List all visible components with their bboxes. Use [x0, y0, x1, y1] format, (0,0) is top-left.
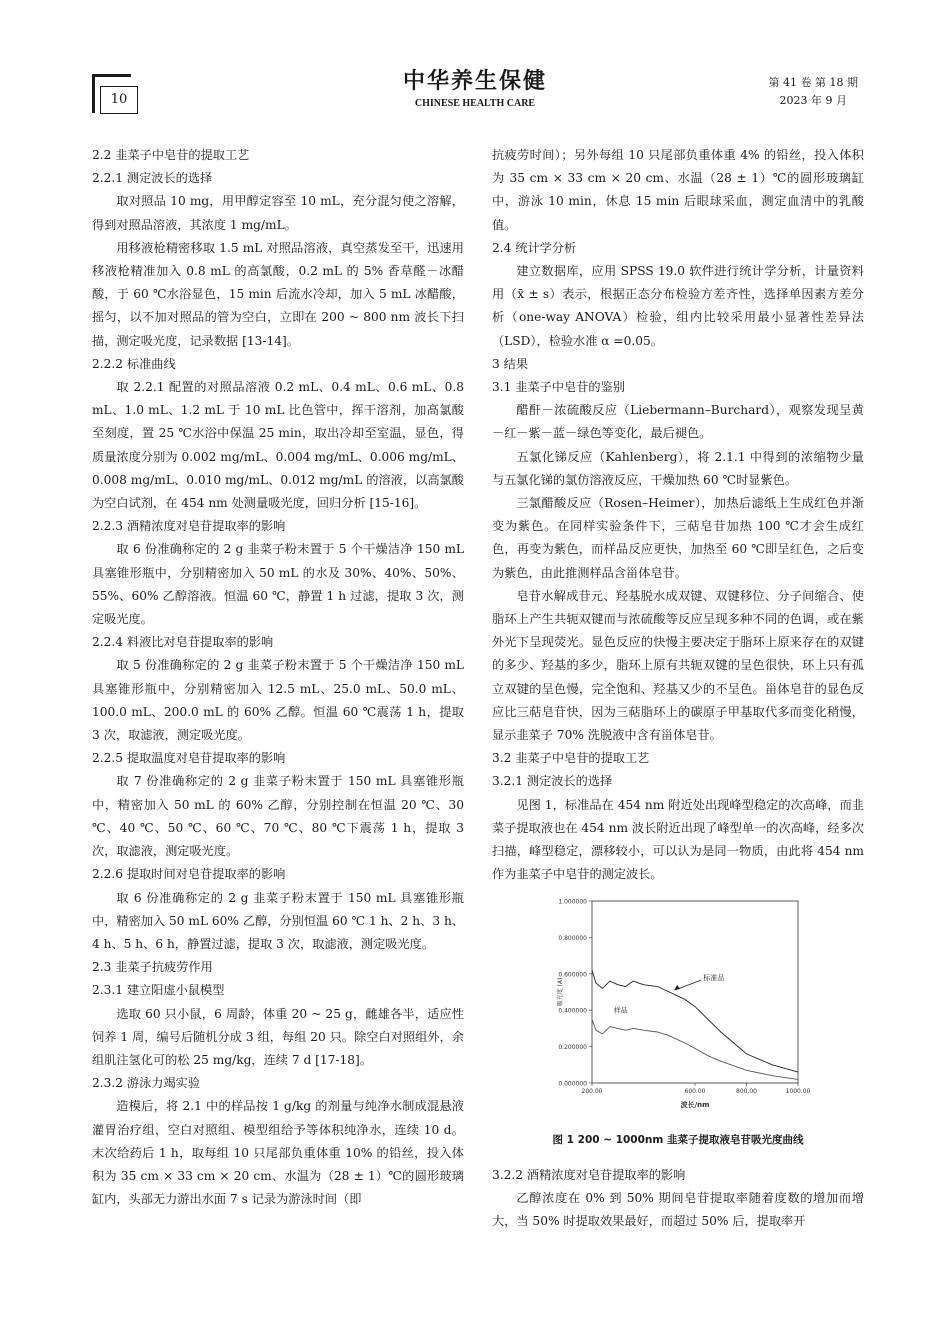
section-heading: 2.3 韭菜子抗疲劳作用: [92, 960, 213, 975]
x-tick-label: 1000.00: [785, 1087, 811, 1095]
section-heading: 2.2.6 提取时间对皂苷提取率的影响: [92, 867, 286, 882]
paragraph: 三氯醋酸反应（Rosen–Heimer），加热后滤纸上生成红色并渐变为紫色。在同样实验条件下，三萜皂苷加热 100 ℃才会生成红色，再变为紫色，而样品反应更快，加热至 60 ℃即呈红色，之后变为紫色，由此推测样品含甾体皂苷。: [492, 496, 864, 580]
right-column-text-continued: [492, 1164, 864, 1234]
paragraph: 取 6 份准确称定的 2 g 韭菜子粉末置于 5 个干燥洁净 150 mL 具塞锥形瓶中，分别精密加入 50 mL 的水及 30%、40%、50%、55%、60% 乙醇溶液。恒温 60 ℃，静置 1 h 过滤，提取 3 次，测定吸光度。: [92, 542, 464, 627]
figure-1: [492, 891, 864, 1127]
journal-subtitle: CHINESE HEALTH CARE: [414, 98, 536, 109]
section-heading: 3.1 韭菜子中皂苷的鉴别: [492, 380, 625, 395]
section-heading: 3.2 韭菜子中皂苷的提取工艺: [492, 751, 650, 766]
section-heading: 3 结果: [492, 356, 529, 371]
x-axis-label: 波长/nm: [680, 1100, 710, 1109]
section-heading: 2.2.3 酒精浓度对皂苷提取率的影响: [92, 519, 286, 534]
paragraph: 见图 1，标准品在 454 nm 附近处出现峰型稳定的次高峰，而韭菜子提取液也在 454 nm 波长附近出现了峰型单一的次高峰，经多次扫描，峰型稳定，漂移较小，可以认为是同一物质，由此将 454 nm 作为韭菜子中皂苷的测定波长。: [492, 797, 864, 882]
paragraph: 建立数据库，应用 SPSS 19.0 软件进行统计学分析，计量资料用（x̄ ± s）表示，根据正态分布检验方差齐性，选择单因素方差分析（one-way ANOVA）检验，组内比较采用最小显著性差异法（LSD），检验水准 α =0.05。: [492, 264, 864, 348]
paragraph: 醋酐－浓硫酸反应（Liebermann–Burchard），观察发现呈黄－红－紫－蓝－绿色等变化，最后褪色。: [492, 403, 864, 441]
left-column: [92, 144, 464, 1211]
paragraph: 乙醇浓度在 0% 到 50% 期间皂苷提取率随着度数的增加而增大，当 50% 时提取效果最好，而超过 50% 后，提取率开: [492, 1191, 864, 1229]
section-heading: 3.2.1 测定波长的选择: [492, 774, 613, 789]
paragraph: 五氯化锑反应（Kahlenberg），将 2.1.1 中得到的浓缩物少量与五氯化锑的氯仿溶液反应，干燥加热 60 ℃时显紫色。: [492, 449, 864, 487]
section-heading: 2.2.4 料液比对皂苷提取率的影响: [92, 635, 274, 650]
page-number: 10: [100, 86, 138, 114]
y-axis-label: 吸光度 (A): [557, 977, 564, 1006]
section-heading: 2.2.1 测定波长的选择: [92, 171, 213, 186]
section-heading: 2.2 韭菜子中皂苷的提取工艺: [92, 148, 250, 162]
paragraph: 取 5 份准确称定的 2 g 韭菜子粉末置于 5 个干燥洁净 150 mL 具塞锥形瓶中，分别精密加入 12.5 mL、25.0 mL、50.0 mL、100.0 mL、200.0 mL 的 60% 乙醇。恒温 60 ℃震荡 1 h，提取 3 次，取滤液，测定吸光度。: [92, 658, 464, 743]
paragraph: 造模后，将 2.1 中的样品按 1 g/kg 的剂量与纯净水制成混悬液灌胃治疗组，空白对照组、模型组给予等体积纯净水，连续 10 d。末次给药后 1 h，取每组 10 只尾部负重体重 10% 的铅丝，投入体积为 35 cm × 33 cm × 20 cm、水温为（28 ± 1）℃的圆形玻璃缸内，头部无力游出水面 7 s 记录为游泳时间（即: [92, 1099, 464, 1207]
y-tick-label: 0.400000: [558, 1007, 587, 1015]
series-line-sample: [592, 1019, 798, 1079]
x-tick-label: 800.00: [736, 1087, 757, 1095]
issue-date: 2023 年 9 月: [779, 94, 847, 107]
paragraph: 取 7 份准确称定的 2 g 韭菜子粉末置于 150 mL 具塞锥形瓶中，精密加入 50 mL 的 60% 乙醇，分别控制在恒温 20 ℃、30 ℃、40 ℃、50 ℃、60 ℃、70 ℃、80 ℃下震荡 1 h，提取 3 次，取滤液，测定吸光度。: [92, 774, 464, 859]
paragraph: 抗疲劳时间）；另外每组 10 只尾部负重体重 4% 的铅丝，投入体积为 35 cm × 33 cm × 20 cm、水温（28 ± 1）℃的圆形玻璃缸中，游泳 10 min，休息 15 min 后眼球采血，测定血清中的乳酸值。: [492, 148, 864, 232]
absorbance-chart: [492, 891, 864, 1119]
right-column-text: [492, 144, 864, 887]
y-tick-label: 0.800000: [558, 934, 587, 942]
legend-label-standard: 标准品: [703, 973, 725, 982]
section-heading: 2.4 统计学分析: [492, 240, 577, 255]
x-tick-label: 200.00: [581, 1087, 603, 1095]
paragraph: 取对照品 10 mg，用甲醇定容至 10 mL，充分混匀使之溶解，得到对照品溶液，其浓度 1 mg/mL。: [92, 194, 464, 232]
section-heading: 2.2.2 标准曲线: [92, 356, 176, 371]
series-arrow-head: [674, 985, 680, 990]
volume-issue: 第 41 卷 第 18 期: [768, 76, 858, 89]
plot-frame: [592, 901, 798, 1083]
y-tick-label: 1.000000: [558, 898, 587, 905]
section-heading: 2.3.1 建立阳虚小鼠模型: [92, 983, 225, 998]
legend-label-sample: 样品: [613, 1005, 628, 1014]
figure-caption: 图 1 200 ~ 1000nm 韭菜子提取液皂苷吸光度曲线: [552, 1133, 804, 1146]
paragraph: 选取 60 只小鼠，6 周龄，体重 20 ~ 25 g，雌雄各半，适应性饲养 1 周，编号后随机分成 3 组，每组 20 只。除空白对照组外，余组肌注氢化可的松 25 mg/kg，连续 7 d [17-18]。: [92, 1006, 464, 1067]
right-column: [492, 144, 864, 1234]
paragraph: 取 6 份准确称定的 2 g 韭菜子粉末置于 150 mL 具塞锥形瓶中，精密加入 50 mL 60% 乙醇，分别恒温 60 ℃ 1 h、2 h、3 h、4 h、5 h、6 h，静置过滤，提取 3 次，取滤液，测定吸光度。: [92, 890, 464, 951]
section-heading: 2.3.2 游泳力竭实验: [92, 1076, 201, 1091]
y-tick-label: 0.200000: [558, 1043, 587, 1051]
section-heading: 2.2.5 提取温度对皂苷提取率的影响: [92, 751, 286, 766]
paragraph: 用移液枪精密移取 1.5 mL 对照品溶液，真空蒸发至干，迅速用移液枪精准加入 0.8 mL 的高氯酸，0.2 mL 的 5% 香草醛－冰醋酸，于 60 ℃水浴显色，15 min 后流水冷却，加入 5 mL 冰醋酸，摇匀，以不加对照品的管为空白，立即在 200 ~ 800 nm 波长下扫描，测定吸光度，记录数据 [13-14]。: [92, 240, 464, 348]
issue-info: [769, 74, 858, 110]
y-tick-label: 0.000000: [558, 1080, 587, 1087]
y-tick-label: 0.600000: [558, 970, 587, 978]
journal-title: 中华养生保健: [402, 68, 547, 94]
section-heading: 3.2.2 酒精浓度对皂苷提取率的影响: [492, 1167, 686, 1182]
x-tick-label: 600.00: [684, 1087, 706, 1095]
series-line-standard: [592, 970, 798, 1072]
paragraph: 取 2.2.1 配置的对照品溶液 0.2 mL、0.4 mL、0.6 mL、0.8 mL、1.0 mL、1.2 mL 于 10 mL 比色管中，挥干溶剂，加高氯酸至刻度，置 25 ℃水浴中保温 25 min，取出冷却至室温，显色，得质量浓度分别为 0.002 mg/mL、0.004 mg/mL、0.006 mg/mL、0.008 mg/mL、0.010 mg/mL、0.012 mg/mL 的溶液，以高氯酸为空白试剂，在 454 nm 处测量吸光度，回归分析 [15-16]。: [92, 380, 464, 511]
paragraph: 皂苷水解成苷元、羟基脱水成双键、双键移位、分子间缩合、使脂环上产生共轭双键而与浓硫酸等反应呈现多种不同的色调，或在紫外光下呈现荧光。显色反应的快慢主要决定于脂环上原来存在的双键的多少、羟基的多少，脂环上原有共轭双键的呈色很快，环上只有孤立双键的呈色慢，完全饱和、羟基又少的不呈色。甾体皂苷的显色反应比三萜皂苷快，因为三萜脂环上的碳原子甲基取代多而变化稍慢，显示韭菜子 70% 洗脱液中含有甾体皂苷。: [492, 588, 864, 743]
